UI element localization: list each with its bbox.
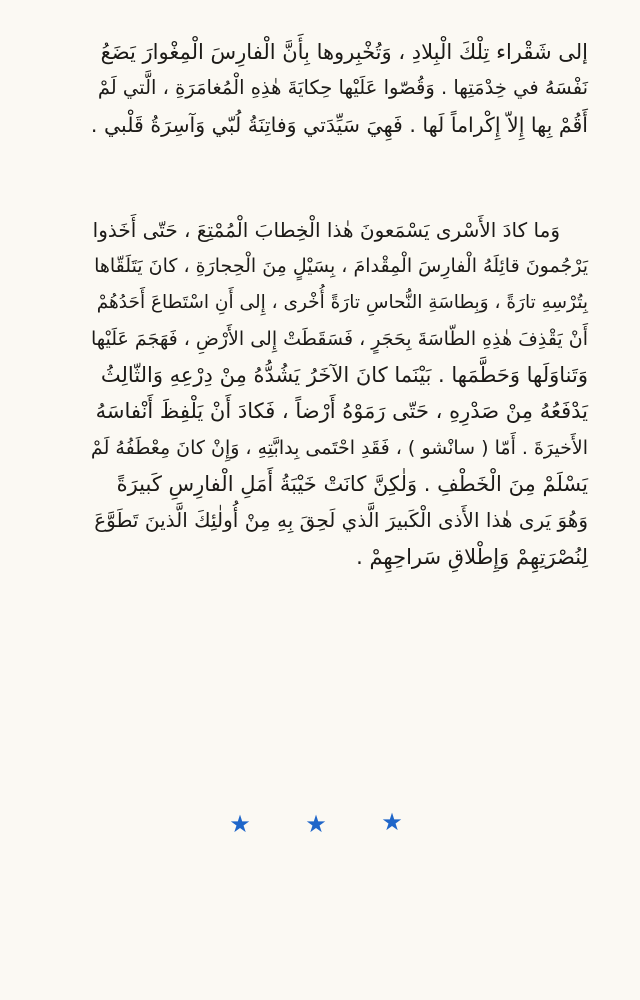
star-icon: ★ — [381, 808, 403, 836]
text-line: الأَخيرَةَ . أَمّا ( سانْشو ) ، فَقَدِ احْتَمى بِدابَّتِهِ ، وَإِنْ كانَ مِعْطَفُهُ لَمْ — [90, 436, 588, 459]
paragraph-2 — [86, 212, 588, 575]
text-line: يَسْلَمْ مِنَ الْخَطْفِ . وَلٰكِنَّ كانَتْ خَيْبَةُ أَمَلِ الْفارِسِ كَبيرَةً — [116, 472, 588, 497]
text-line: يَرْجُمونَ قائِلَهُ الْفارِسَ الْمِقْدامَ ، بِسَيْلٍ مِنَ الْحِجارَةِ ، كانَ يَتَلَقّاها — [94, 255, 588, 278]
star-icon: ★ — [229, 810, 251, 838]
text-line: إلى شَقْراء تِلْكَ الْبِلادِ ، وَتُخْبِروها بِأَنَّ الْفارِسَ الْمِغْوارَ يَضَعُ — [100, 40, 588, 64]
text-line: وَهُوَ يَرى هٰذا الأَذى الْكَبيرَ الَّذي لَحِقَ بِهِ مِنْ أُولٰئِكَ الَّذينَ تَطَوَّعَ — [94, 508, 588, 533]
text-line: لِنُصْرَتِهِمْ وَإِطْلاقِ سَراحِهِمْ . — [356, 544, 588, 569]
text-line: نَفْسَهُ في خِدْمَتِها . وَقُصّوا عَلَيْها حِكايَةَ هٰذِهِ الْمُغامَرَةِ ، الَّتي لَمْ — [97, 76, 588, 100]
star-icon: ★ — [305, 810, 327, 838]
text-line: أَنْ يَقْذِفَ هٰذِهِ الطّاسَةَ بِحَجَرٍ ، فَسَقَطَتْ إِلى الأَرْضِ ، فَهَجَمَ عَلَيْها — [90, 327, 588, 350]
section-separator — [0, 804, 640, 840]
text-line: وَتَناوَلَها وَحَطَّمَها . بَيْنَما كانَ الآخَرُ يَشُدُّهُ مِنْ دِرْعِهِ وَالثّالِثُ — [100, 363, 588, 388]
text-line: وَما كادَ الأَسْرى يَسْمَعونَ هٰذا الْخِطابَ الْمُمْتِعَ ، حَتّى أَخَذوا — [92, 218, 560, 242]
text-line: أَقُمْ بِها إِلاّ إِكْراماً لَها . فَهِيَ سَيِّدَتي وَفاتِنَةُ لُبّي وَآسِرَةُ قَلْبي . — [90, 112, 588, 137]
paragraph-1 — [86, 34, 588, 143]
text-line: يَدْفَعُهُ مِنْ صَدْرِهِ ، حَتّى رَمَوْهُ أَرْضاً ، فَكادَ أَنْ يَلْفِظَ أَنْفاسَهُ — [95, 399, 588, 424]
text-line: بِتُرْسِهِ تارَةً ، وَبِطاسَةِ النُّحاسِ تارَةً أُخْرى ، إِلى أَنِ اسْتَطاعَ أَحَدُهُمْ — [96, 291, 588, 313]
